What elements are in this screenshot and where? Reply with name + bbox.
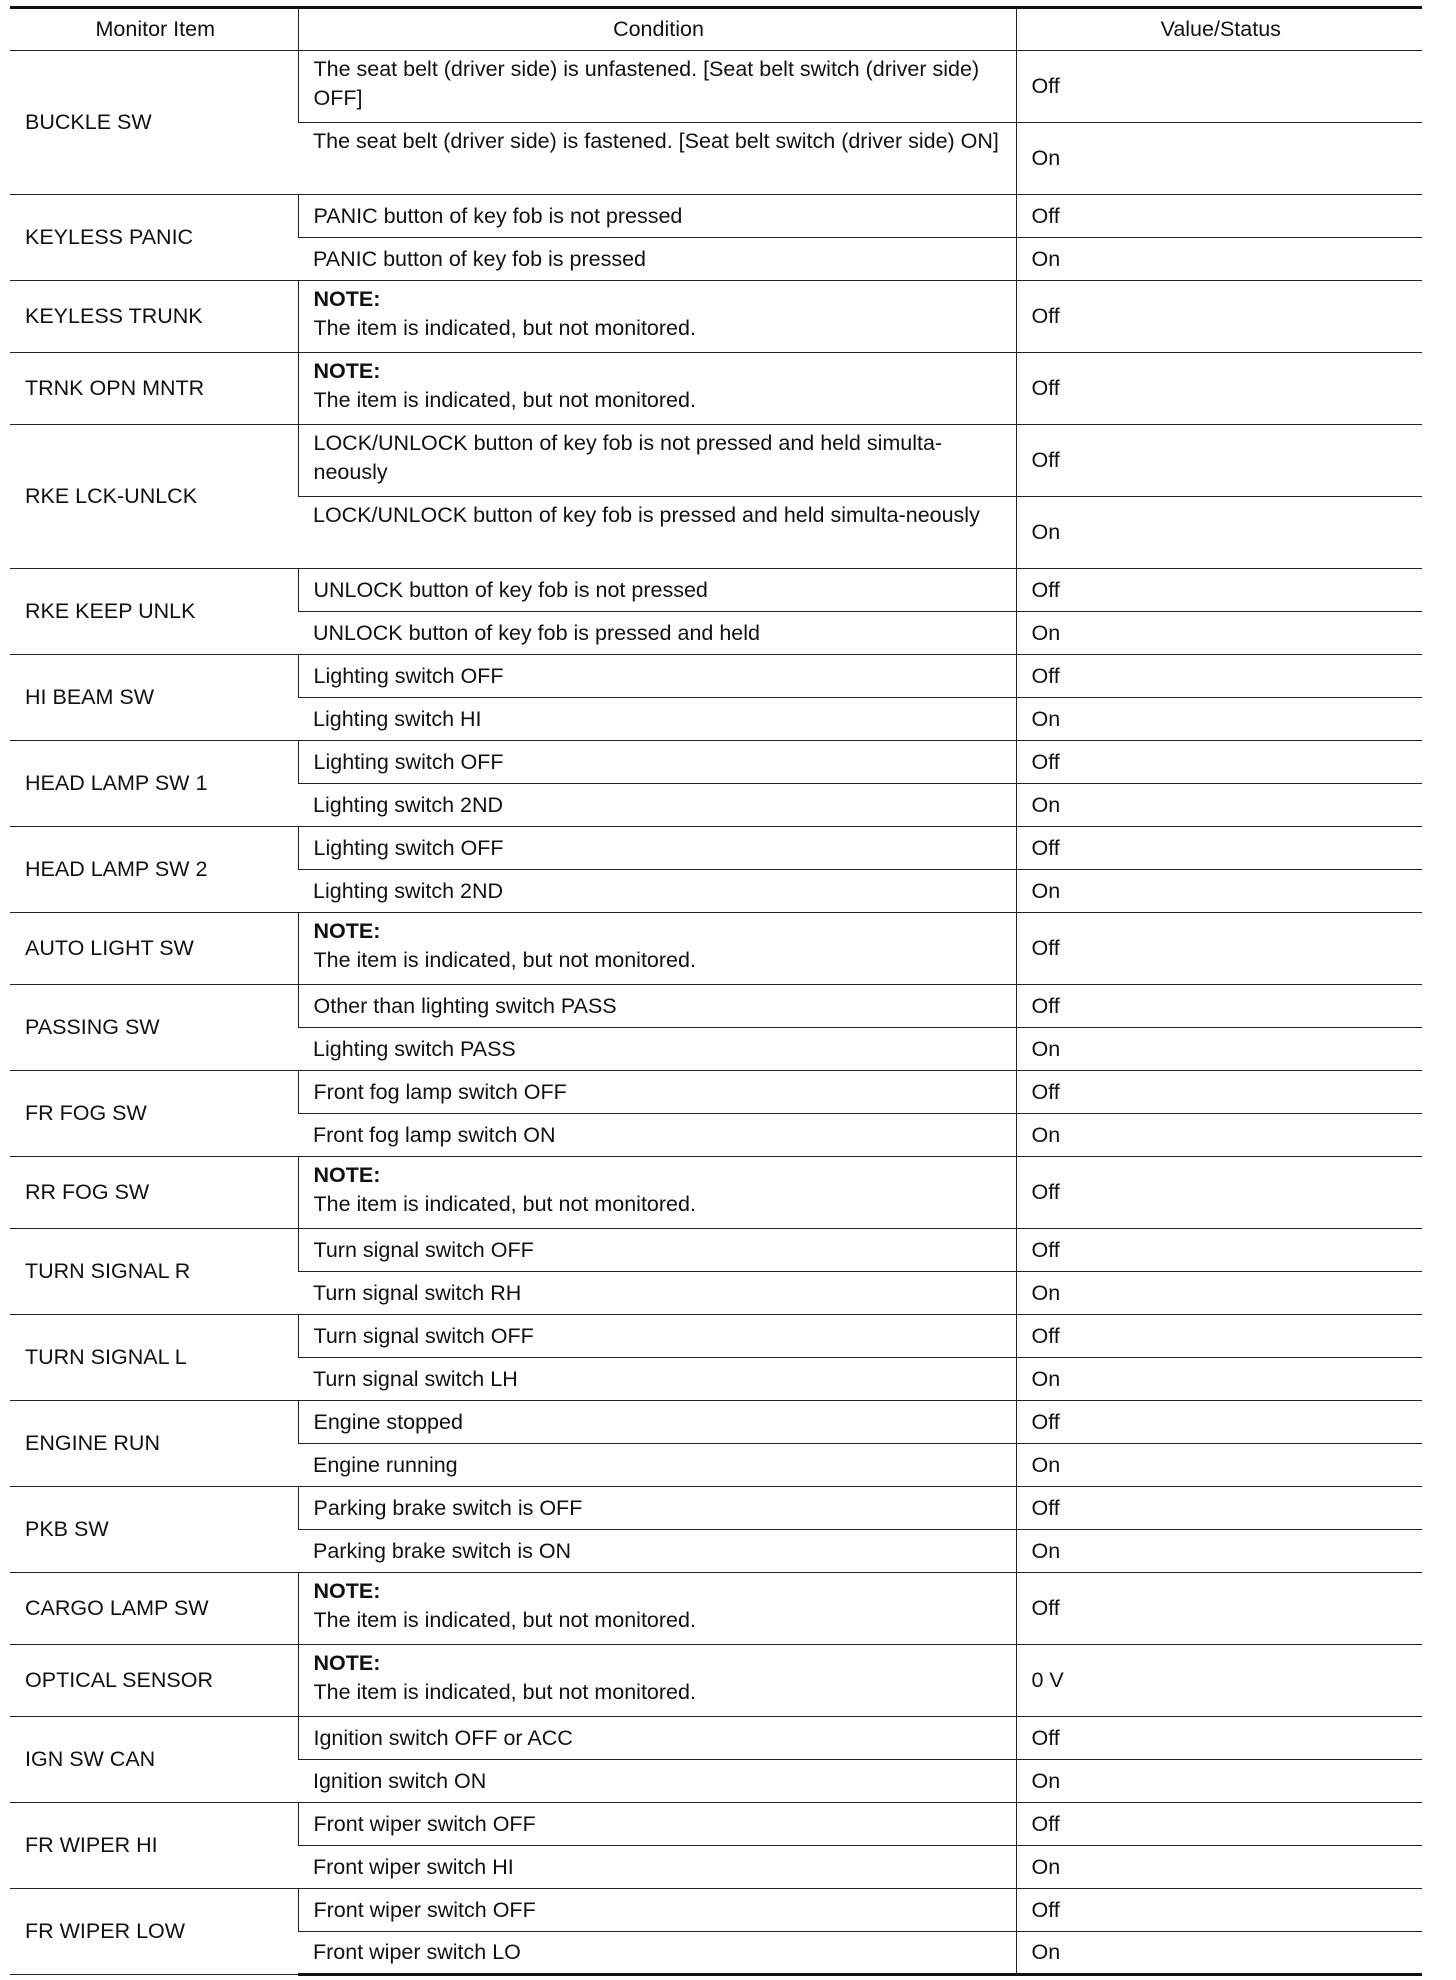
header-value-status: Value/Status [1016,8,1422,51]
monitor-item-cell: HI BEAM SW [10,655,298,741]
value-status-cell: On [1016,612,1422,655]
condition-cell: The seat belt (driver side) is fastened. [Seat belt switch (driver side) ON] [298,123,1016,195]
value-status-cell: Off [1016,741,1422,784]
note-text: The item is indicated, but not monitored. [313,1680,696,1704]
condition-cell [298,1157,1016,1229]
value-status-cell: Off [1016,1803,1422,1846]
note-label: NOTE: [313,1579,381,1603]
condition-cell: LOCK/UNLOCK button of key fob is not pressed and held simulta-neously [298,425,1016,497]
monitor-item-cell: AUTO LIGHT SW [10,913,298,985]
value-status-cell: On [1016,1846,1422,1889]
condition-cell [298,1573,1016,1645]
value-status-cell: On [1016,1932,1422,1975]
table-row [10,1487,1422,1530]
note-text: The item is indicated, but not monitored. [313,1608,696,1632]
monitor-item-cell: HEAD LAMP SW 2 [10,827,298,913]
value-status-cell: Off [1016,1229,1422,1272]
monitor-item-cell: HEAD LAMP SW 1 [10,741,298,827]
value-status-cell: On [1016,784,1422,827]
table-row [10,1071,1422,1114]
value-status-cell: Off [1016,425,1422,497]
value-status-cell: On [1016,870,1422,913]
condition-cell: Engine stopped [298,1401,1016,1444]
condition-cell: Front wiper switch OFF [298,1889,1016,1932]
monitor-item-cell: BUCKLE SW [10,51,298,195]
value-status-cell: Off [1016,655,1422,698]
table-row [10,195,1422,238]
table-row [10,1401,1422,1444]
note-label: NOTE: [313,359,381,383]
value-status-cell: On [1016,1444,1422,1487]
monitor-item-table [10,6,1422,1976]
condition-cell: Front fog lamp switch OFF [298,1071,1016,1114]
condition-cell: LOCK/UNLOCK button of key fob is pressed and held simulta-neously [298,497,1016,569]
table-row [10,1573,1422,1645]
monitor-item-cell: ENGINE RUN [10,1401,298,1487]
table-row [10,51,1422,123]
value-status-cell: On [1016,497,1422,569]
table-row [10,1889,1422,1932]
value-status-cell: Off [1016,1315,1422,1358]
monitor-item-cell: FR WIPER HI [10,1803,298,1889]
condition-cell: Turn signal switch RH [298,1272,1016,1315]
table-row [10,913,1422,985]
monitor-item-cell: PASSING SW [10,985,298,1071]
table-row [10,1717,1422,1760]
condition-cell: PANIC button of key fob is pressed [298,238,1016,281]
condition-cell: Lighting switch OFF [298,741,1016,784]
table-row [10,827,1422,870]
value-status-cell: 0 V [1016,1645,1422,1717]
table-row [10,985,1422,1028]
value-status-cell: Off [1016,1071,1422,1114]
note-label: NOTE: [313,287,381,311]
value-status-cell: Off [1016,569,1422,612]
table-header-row [10,8,1422,51]
value-status-cell: On [1016,1114,1422,1157]
value-status-cell: Off [1016,985,1422,1028]
table-row [10,655,1422,698]
monitor-item-cell: PKB SW [10,1487,298,1573]
monitor-item-cell: CARGO LAMP SW [10,1573,298,1645]
table-row [10,1157,1422,1229]
condition-cell: PANIC button of key fob is not pressed [298,195,1016,238]
condition-cell [298,1645,1016,1717]
monitor-item-cell: KEYLESS PANIC [10,195,298,281]
value-status-cell: Off [1016,1717,1422,1760]
table-row [10,1229,1422,1272]
note-text: The item is indicated, but not monitored. [313,316,696,340]
monitor-item-cell: TRNK OPN MNTR [10,353,298,425]
condition-cell: Ignition switch OFF or ACC [298,1717,1016,1760]
value-status-cell: Off [1016,281,1422,353]
condition-cell: Front wiper switch HI [298,1846,1016,1889]
table-row [10,281,1422,353]
monitor-item-cell: TURN SIGNAL R [10,1229,298,1315]
monitor-item-cell: RKE LCK-UNLCK [10,425,298,569]
monitor-item-cell: KEYLESS TRUNK [10,281,298,353]
value-status-cell: Off [1016,51,1422,123]
table-row [10,741,1422,784]
condition-cell: Ignition switch ON [298,1760,1016,1803]
note-label: NOTE: [313,919,381,943]
value-status-cell: On [1016,1272,1422,1315]
monitor-item-cell: FR FOG SW [10,1071,298,1157]
value-status-cell: Off [1016,1157,1422,1229]
condition-cell: Turn signal switch OFF [298,1229,1016,1272]
condition-cell: Front wiper switch LO [298,1932,1016,1975]
value-status-cell: Off [1016,353,1422,425]
note-text: The item is indicated, but not monitored. [313,388,696,412]
condition-cell: UNLOCK button of key fob is not pressed [298,569,1016,612]
monitor-item-cell: OPTICAL SENSOR [10,1645,298,1717]
value-status-cell: On [1016,1530,1422,1573]
condition-cell: Engine running [298,1444,1016,1487]
note-text: The item is indicated, but not monitored. [313,1192,696,1216]
condition-cell: Parking brake switch is ON [298,1530,1016,1573]
condition-cell: Turn signal switch OFF [298,1315,1016,1358]
monitor-item-cell: RKE KEEP UNLK [10,569,298,655]
condition-cell: UNLOCK button of key fob is pressed and held [298,612,1016,655]
condition-cell: Parking brake switch is OFF [298,1487,1016,1530]
table-row [10,353,1422,425]
condition-cell: Turn signal switch LH [298,1358,1016,1401]
value-status-cell: Off [1016,1889,1422,1932]
note-text: The item is indicated, but not monitored. [313,948,696,972]
value-status-cell: Off [1016,195,1422,238]
condition-cell: Other than lighting switch PASS [298,985,1016,1028]
condition-cell [298,353,1016,425]
condition-cell: Front wiper switch OFF [298,1803,1016,1846]
condition-cell: Lighting switch OFF [298,827,1016,870]
monitor-item-cell: RR FOG SW [10,1157,298,1229]
table-row [10,425,1422,497]
condition-cell: Lighting switch PASS [298,1028,1016,1071]
condition-cell [298,281,1016,353]
value-status-cell: On [1016,1358,1422,1401]
table-row [10,569,1422,612]
value-status-cell: Off [1016,827,1422,870]
value-status-cell: On [1016,1760,1422,1803]
header-monitor-item: Monitor Item [10,8,298,51]
condition-cell: Lighting switch OFF [298,655,1016,698]
condition-cell: Front fog lamp switch ON [298,1114,1016,1157]
value-status-cell: On [1016,238,1422,281]
header-condition: Condition [298,8,1016,51]
value-status-cell: On [1016,698,1422,741]
table-row [10,1315,1422,1358]
condition-cell: Lighting switch 2ND [298,870,1016,913]
monitor-item-cell: FR WIPER LOW [10,1889,298,1975]
table-body [10,51,1422,1975]
monitor-item-cell: TURN SIGNAL L [10,1315,298,1401]
value-status-cell: Off [1016,1573,1422,1645]
monitor-item-cell: IGN SW CAN [10,1717,298,1803]
note-label: NOTE: [313,1163,381,1187]
condition-cell: Lighting switch 2ND [298,784,1016,827]
note-label: NOTE: [313,1651,381,1675]
table-row [10,1803,1422,1846]
condition-cell: Lighting switch HI [298,698,1016,741]
condition-cell: The seat belt (driver side) is unfastened. [Seat belt switch (driver side) OFF] [298,51,1016,123]
condition-cell [298,913,1016,985]
value-status-cell: On [1016,123,1422,195]
table-row [10,1645,1422,1717]
value-status-cell: Off [1016,1401,1422,1444]
value-status-cell: Off [1016,1487,1422,1530]
value-status-cell: Off [1016,913,1422,985]
value-status-cell: On [1016,1028,1422,1071]
